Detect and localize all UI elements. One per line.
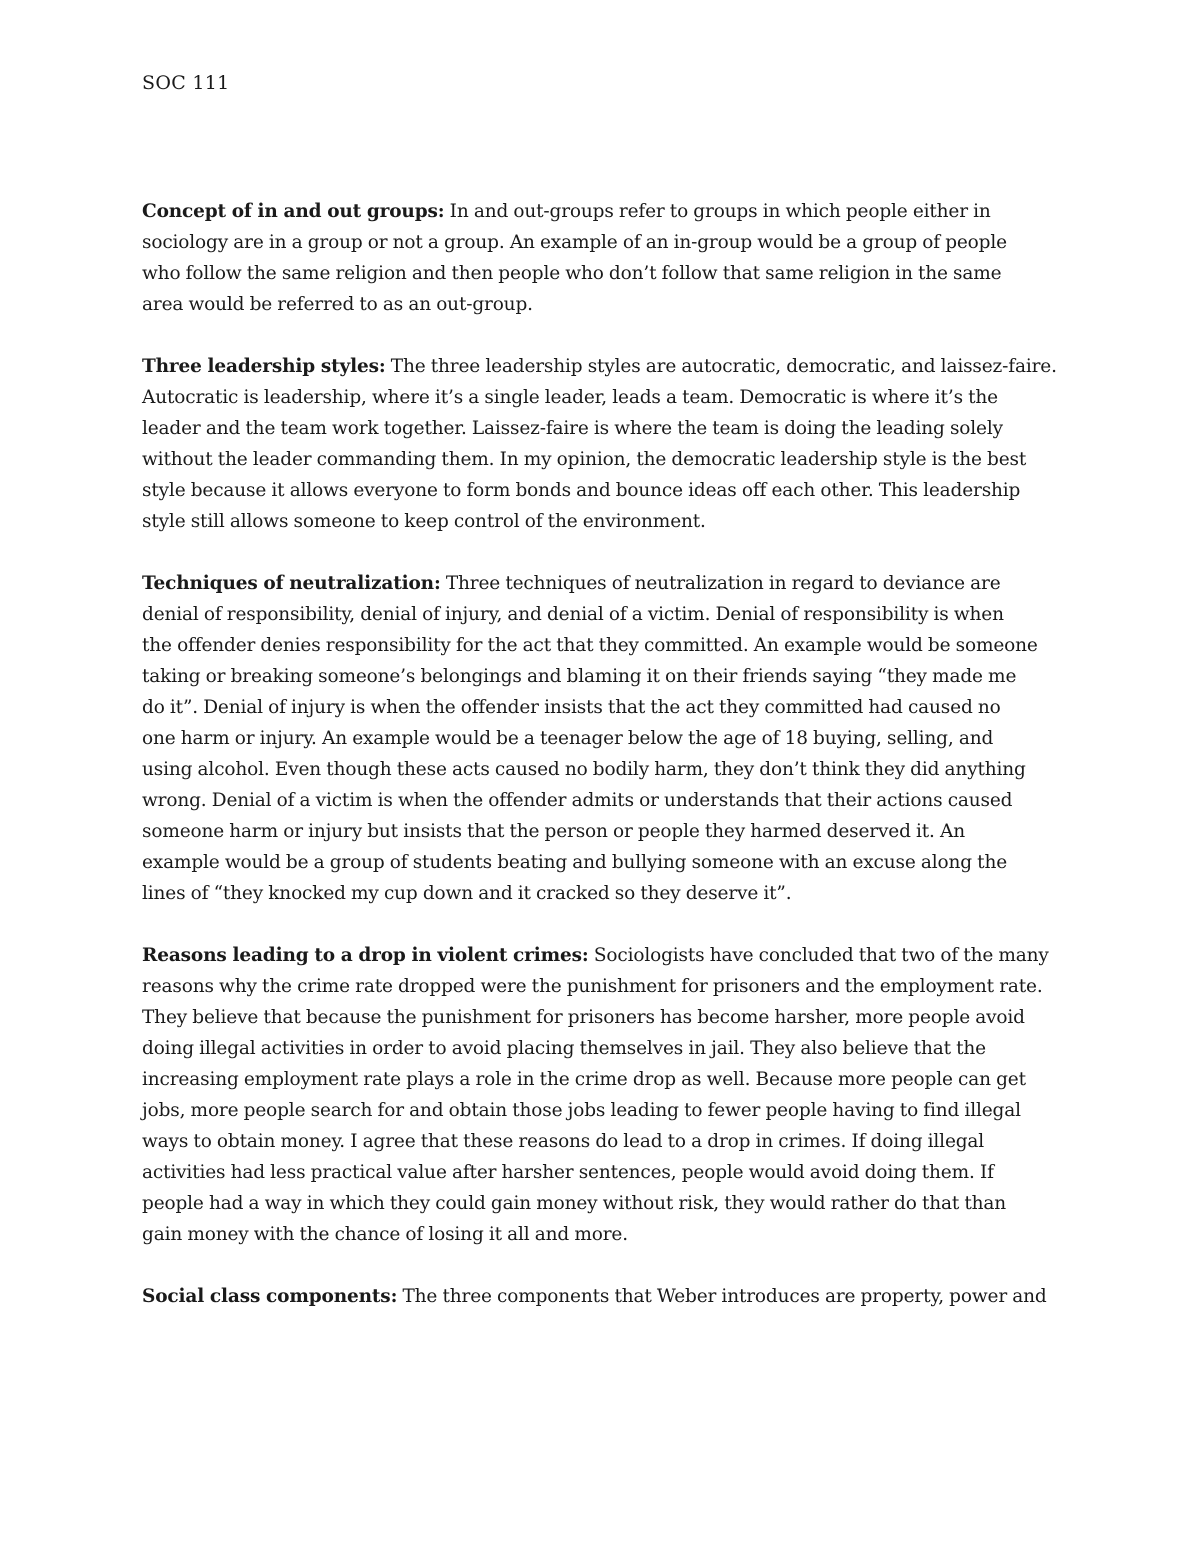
- paragraph-leadership-styles: [142, 351, 1072, 537]
- paragraph-line: [142, 940, 1067, 971]
- paragraph-line: the offender denies responsibility for the act that they committed. An example would be someone: [142, 635, 1038, 656]
- paragraph-line: without the leader commanding them. In my opinion, the democratic leadership style is the best: [142, 449, 1027, 470]
- paragraph-line: [142, 196, 1067, 227]
- paragraph-line: leader and the team work together. Laissez-faire is where the team is doing the leading solely: [142, 418, 1003, 439]
- course-header: SOC 111: [142, 72, 230, 94]
- paragraph-in-out-groups: [142, 196, 1072, 320]
- paragraph-line: jobs, more people search for and obtain those jobs leading to fewer people having to find illegal: [142, 1100, 1021, 1121]
- paragraph-line: style still allows someone to keep control of the environment.: [142, 511, 706, 532]
- paragraph-line: [142, 568, 1067, 599]
- paragraph-heading: Techniques of neutralization:: [142, 573, 441, 594]
- paragraph-line: style because it allows everyone to form bonds and bounce ideas off each other. This leadership: [142, 480, 1021, 501]
- paragraph-line: They believe that because the punishment for prisoners has become harsher, more people avoid: [142, 1007, 1025, 1028]
- line-text: In and out-groups refer to groups in which people either in: [444, 201, 991, 222]
- paragraph-line: someone harm or injury but insists that the person or people they harmed deserved it. An: [142, 821, 966, 842]
- paragraph-line: doing illegal activities in order to avoid placing themselves in jail. They also believe that the: [142, 1038, 986, 1059]
- line-text: The three components that Weber introduces are property, power and: [397, 1286, 1047, 1307]
- paragraph-neutralization: [142, 568, 1072, 909]
- paragraph-line: people had a way in which they could gain money without risk, they would rather do that than: [142, 1193, 1007, 1214]
- line-text: Three techniques of neutralization in regard to deviance are: [440, 573, 1001, 594]
- paragraph-line: reasons why the crime rate dropped were the punishment for prisoners and the employment rate.: [142, 976, 1043, 997]
- paragraph-line: gain money with the chance of losing it all and more.: [142, 1224, 628, 1245]
- paragraph-heading: Three leadership styles:: [142, 356, 386, 377]
- paragraph-crime-drop: [142, 940, 1072, 1250]
- paragraph-line: [142, 1281, 1067, 1312]
- paragraph-line: [142, 351, 1067, 382]
- paragraph-line: activities had less practical value after harsher sentences, people would avoid doing them. If: [142, 1162, 994, 1183]
- paragraph-line: area would be referred to as an out-group.: [142, 294, 533, 315]
- paragraph-heading: Concept of in and out groups:: [142, 201, 445, 222]
- paragraph-line: one harm or injury. An example would be a teenager below the age of 18 buying, selling, and: [142, 728, 994, 749]
- paragraph-line: who follow the same religion and then people who don’t follow that same religion in the same: [142, 263, 1002, 284]
- paragraph-line: Autocratic is leadership, where it’s a single leader, leads a team. Democratic is where it’s the: [142, 387, 998, 408]
- paragraph-heading: Reasons leading to a drop in violent crimes:: [142, 945, 589, 966]
- line-text: Sociologists have concluded that two of the many: [588, 945, 1049, 966]
- line-text: The three leadership styles are autocratic, democratic, and laissez-faire.: [385, 356, 1057, 377]
- paragraph-line: lines of “they knocked my cup down and it cracked so they deserve it”.: [142, 883, 792, 904]
- paragraph-line: using alcohol. Even though these acts caused no bodily harm, they don’t think they did anything: [142, 759, 1026, 780]
- paragraph-line: example would be a group of students beating and bullying someone with an excuse along the: [142, 852, 1008, 873]
- paragraph-line: do it”. Denial of injury is when the offender insists that the act they committed had caused no: [142, 697, 1001, 718]
- paragraph-heading: Social class components:: [142, 1286, 398, 1307]
- paragraph-line: denial of responsibility, denial of injury, and denial of a victim. Denial of responsibility is when: [142, 604, 1004, 625]
- paragraph-social-class: [142, 1281, 1072, 1312]
- paragraph-line: increasing employment rate plays a role in the crime drop as well. Because more people can get: [142, 1069, 1026, 1090]
- paragraph-line: ways to obtain money. I agree that these reasons do lead to a drop in crimes. If doing illegal: [142, 1131, 985, 1152]
- document-body: [142, 196, 1072, 1343]
- paragraph-line: taking or breaking someone’s belongings and blaming it on their friends saying “they made me: [142, 666, 1017, 687]
- paragraph-line: sociology are in a group or not a group. An example of an in-group would be a group of people: [142, 232, 1007, 253]
- paragraph-line: wrong. Denial of a victim is when the offender admits or understands that their actions caused: [142, 790, 1013, 811]
